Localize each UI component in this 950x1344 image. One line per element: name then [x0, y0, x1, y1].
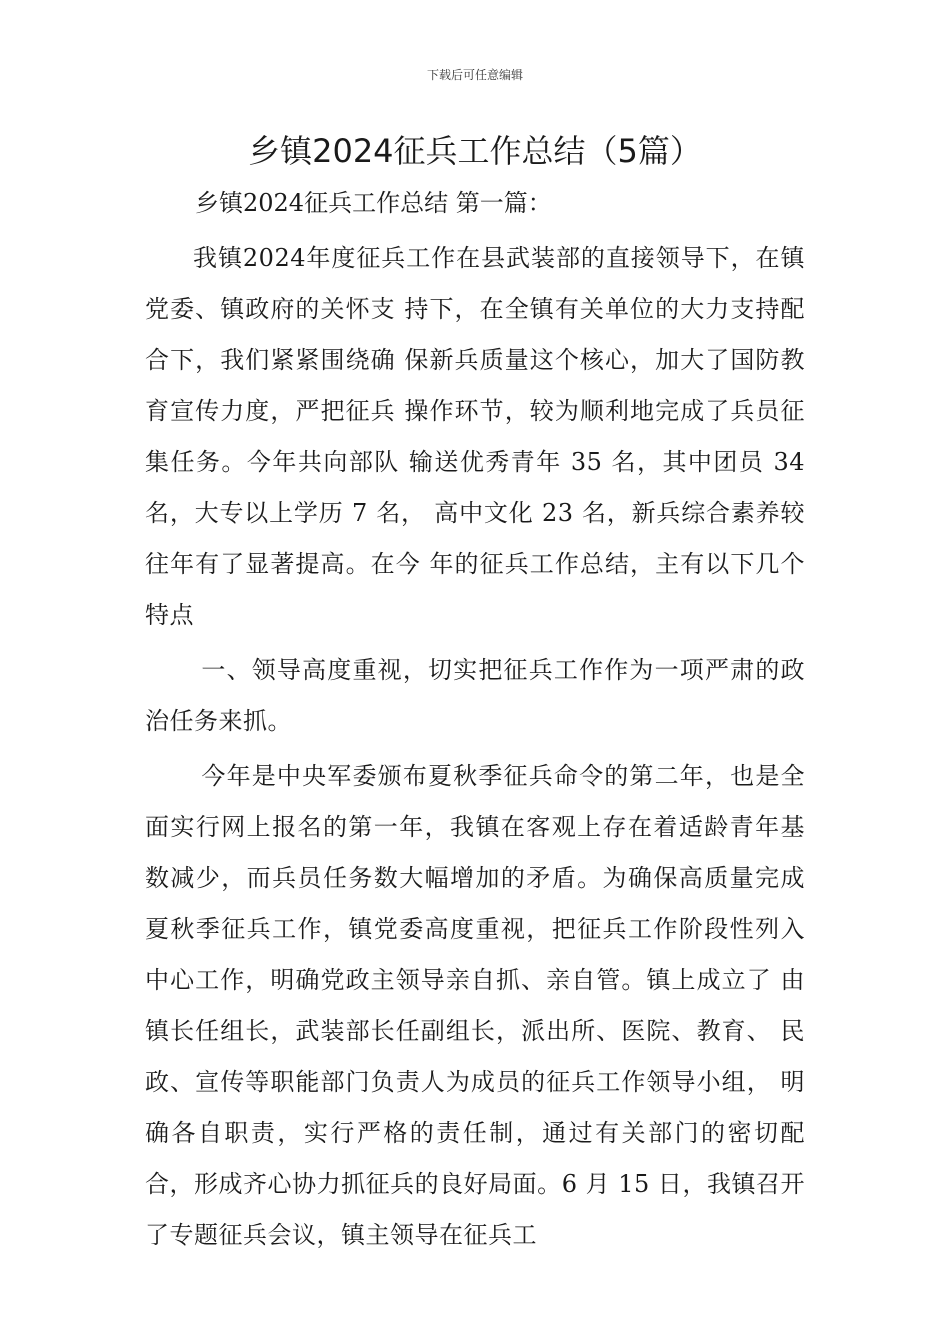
section-subtitle: 乡镇2024征兵工作总结 第一篇： — [195, 189, 552, 217]
paragraph-heading-one: 一、领导高度重视，切实把征兵工作作为一项严肃的政 治任务来抓。 — [145, 656, 805, 735]
paragraph-intro: 我镇2024年度征兵工作在县武装部的直接领导下，在镇党委、镇政府的关怀支 持下，在全镇有关单位的大力支持配合下，我们紧紧围绕确 保新兵质量这个核心，加大了国防教育宣传力度，严把征兵 操作环节，较为顺利地完成了兵员征集任务。今年共向部队 输送优秀青年 35 名，其中团员 34 名，大专以上学历 7 名， 高中文化 23 名，新兵综合素养较往年有了显著提高。在今 年的征兵工作总结，主有以下几个特点 — [145, 244, 805, 629]
document-body — [145, 178, 805, 1261]
paragraph-body: 今年是中央军委颁布夏秋季征兵命令的第二年，也是全 面实行网上报名的第一年，我镇在客观上存在着适龄青年基 数减少，而兵员任务数大幅增加的矛盾。为确保高质量完成 夏秋季征兵工作，镇党委高度重视，把征兵工作阶段性列入 中心工作，明确党政主领导亲自抓、亲自管。镇上成立了 由镇长任组长，武装部长任副组长，派出所、医院、教育、 民政、宣传等职能部门负责人为成员的征兵工作领导小组， 明确各自职责，实行严格的责任制，通过有关部门的密切配 合，形成齐心协力抓征兵的良好局面。6 月 15 日，我镇召开 了专题征兵会议，镇主领导在征兵工 — [145, 762, 805, 1249]
document-title: 乡镇2024征兵工作总结（5篇） — [248, 132, 702, 170]
header-note: 下载后可任意编辑 — [426, 68, 523, 82]
